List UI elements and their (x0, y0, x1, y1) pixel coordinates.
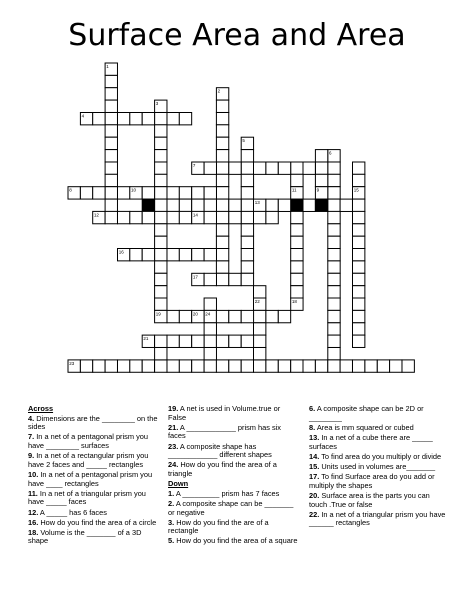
grid-cell[interactable] (216, 199, 228, 211)
grid-cell[interactable] (241, 199, 253, 211)
grid-cell[interactable] (142, 187, 154, 199)
clue-number-label: 16 (118, 249, 124, 255)
clue-number: 2. (168, 498, 175, 508)
clue-number: 9. (28, 451, 35, 461)
grid-cell[interactable] (105, 150, 117, 162)
grid-cell[interactable] (254, 348, 266, 360)
grid-cell[interactable] (266, 162, 278, 174)
grid-cell[interactable] (328, 348, 340, 360)
grid-cell[interactable] (80, 360, 92, 372)
clue-text: A composite shape can be _______ or negative (168, 498, 294, 517)
grid-cell[interactable] (328, 236, 340, 248)
clue-text: Volume is the _______ of a 3D shape (28, 527, 142, 546)
grid-cell[interactable] (241, 211, 253, 223)
grid-cell[interactable] (303, 162, 315, 174)
grid-cell[interactable] (328, 261, 340, 273)
grid-cell[interactable] (241, 249, 253, 261)
grid-cell[interactable] (353, 211, 365, 223)
grid-cell[interactable] (155, 224, 167, 236)
grid-cell[interactable] (291, 224, 303, 236)
grid-cell[interactable] (204, 323, 216, 335)
grid-cell[interactable] (229, 162, 241, 174)
clue-text: In a net of a pentagonal prism you have ____ rectangles (28, 469, 153, 488)
clue-number: 4. (28, 413, 35, 423)
grid-cell[interactable] (328, 273, 340, 285)
clue-number: 12. (28, 507, 39, 517)
grid-cell[interactable] (105, 174, 117, 186)
grid-cell[interactable] (142, 249, 154, 261)
grid-cell[interactable] (328, 249, 340, 261)
grid-cell[interactable] (167, 113, 179, 125)
grid-cell[interactable] (353, 199, 365, 211)
grid-cell[interactable] (315, 360, 327, 372)
clue-col1-2 (28, 452, 163, 469)
clue-number: 20. (309, 490, 320, 500)
clue-col2_down-0 (168, 490, 298, 499)
grid-cell[interactable] (155, 174, 167, 186)
grid-cell[interactable] (353, 310, 365, 322)
clue-col2_down-3 (168, 537, 298, 546)
grid-cell[interactable] (216, 187, 228, 199)
grid-cell[interactable] (328, 199, 340, 211)
clue-text: A net is used in Volume.true or False (168, 404, 281, 422)
grid-cell[interactable] (105, 187, 117, 199)
clue-col2_across-2 (168, 443, 298, 460)
grid-cell[interactable] (80, 187, 92, 199)
clue-number: 18. (28, 527, 39, 537)
clue-col2_across-3 (168, 461, 298, 478)
grid-cell[interactable] (216, 310, 228, 322)
grid-cell[interactable] (353, 162, 365, 174)
grid-cell[interactable] (241, 236, 253, 248)
grid-cell[interactable] (291, 174, 303, 186)
grid-cell[interactable] (291, 360, 303, 372)
grid-cell[interactable] (254, 323, 266, 335)
grid-cell[interactable] (155, 125, 167, 137)
grid-cell[interactable] (155, 187, 167, 199)
grid-cell[interactable] (192, 335, 204, 347)
grid-cell[interactable] (167, 249, 179, 261)
grid-cell[interactable] (328, 286, 340, 298)
clue-number-label: 18 (291, 299, 297, 304)
grid-cell[interactable] (266, 199, 278, 211)
clue-number: 3. (168, 517, 175, 527)
grid-cell[interactable] (291, 249, 303, 261)
grid-cell[interactable] (278, 199, 290, 211)
grid-cell[interactable] (105, 125, 117, 137)
clue-text: In a net of a triangular prism you have ______ rectangles (309, 509, 446, 528)
grid-cell[interactable] (155, 348, 167, 360)
grid-cell[interactable] (204, 273, 216, 285)
clue-number-label: 7 (192, 163, 196, 168)
clue-col3-2 (309, 434, 449, 451)
grid-cell[interactable] (155, 211, 167, 223)
grid-cell[interactable] (155, 249, 167, 261)
clue-number-label: 5 (242, 138, 245, 144)
clue-col1-1 (28, 433, 163, 450)
clue-text: Units used in volumes are_______ (319, 461, 436, 471)
grid-cell[interactable] (155, 273, 167, 285)
grid-cell[interactable] (254, 335, 266, 347)
grid-cell[interactable] (216, 113, 228, 125)
grid-cell[interactable] (353, 323, 365, 335)
clue-text: In a net of a cube there are _____ surfaces (309, 432, 433, 451)
grid-cell[interactable] (266, 360, 278, 372)
grid-cell[interactable] (216, 249, 228, 261)
grid-cell[interactable] (216, 211, 228, 223)
grid-cell[interactable] (328, 187, 340, 199)
clue-text: To find Surface area do you add or multiply the shapes (309, 472, 435, 490)
clue-col2_down-1 (168, 500, 298, 517)
grid-cell[interactable] (179, 113, 191, 125)
grid-cell[interactable] (241, 224, 253, 236)
grid-cell[interactable] (328, 310, 340, 322)
grid-cell[interactable] (105, 75, 117, 87)
clue-text: Dimensions are the ________ on the sides (28, 413, 158, 432)
grid-cell[interactable] (353, 298, 365, 310)
clue-col3-4 (309, 463, 449, 472)
clue-text: How do you find the area of a square (174, 536, 298, 546)
grid-cell[interactable] (204, 298, 216, 310)
grid-cell[interactable] (204, 348, 216, 360)
grid-cell[interactable] (241, 335, 253, 347)
grid-cell[interactable] (254, 286, 266, 298)
clue-number: 6. (309, 404, 316, 413)
grid-cell[interactable] (204, 360, 216, 372)
grid-cell[interactable] (328, 162, 340, 174)
clue-col3-5 (309, 473, 449, 490)
clue-col2_across-0 (168, 405, 298, 422)
clue-col1-3 (28, 471, 163, 488)
grid-cell[interactable] (241, 360, 253, 372)
grid-cell[interactable] (130, 113, 142, 125)
clue-col1-0 (28, 415, 163, 432)
clue-text: How do you find the area of a circle (38, 517, 157, 527)
grid-cell[interactable] (155, 162, 167, 174)
grid-cell[interactable] (204, 249, 216, 261)
grid-cell[interactable] (353, 286, 365, 298)
clue-number-label: 9 (316, 187, 320, 193)
grid-cell[interactable] (340, 199, 352, 211)
grid-cell[interactable] (254, 162, 266, 174)
clue-col3-3 (309, 453, 449, 462)
grid-cell[interactable] (229, 273, 241, 285)
clue-number-label: 6 (329, 150, 332, 156)
grid-cell[interactable] (216, 236, 228, 248)
clue-number-label: 3 (155, 101, 159, 107)
grid-cell[interactable] (118, 360, 130, 372)
grid-cell[interactable] (278, 310, 290, 322)
clue-number: 19. (168, 404, 179, 413)
grid-cell[interactable] (155, 137, 167, 149)
grid-cell[interactable] (315, 162, 327, 174)
clue-text: How do you find the area of a triangle (168, 460, 277, 478)
grid-cell[interactable] (216, 174, 228, 186)
grid-cell[interactable] (328, 224, 340, 236)
grid-cell[interactable] (291, 211, 303, 223)
clue-text: How do you find the are of a rectangle (168, 517, 269, 536)
grid-cell[interactable] (328, 360, 340, 372)
clue-col3-0 (309, 405, 449, 422)
clue-number: 17. (309, 472, 320, 482)
clue-text: A _________ prism has 7 faces (174, 488, 280, 498)
clue-number-label: 4 (81, 113, 85, 119)
grid-cell[interactable] (93, 360, 105, 372)
grid-cell[interactable] (266, 211, 278, 223)
grid-cell[interactable] (155, 286, 167, 298)
grid-cell[interactable] (105, 360, 117, 372)
blocked-cell (291, 199, 303, 211)
clue-number-label: 19 (155, 311, 161, 317)
grid-cell[interactable] (105, 137, 117, 149)
grid-cell[interactable] (229, 360, 241, 372)
grid-cell[interactable] (365, 360, 377, 372)
grid-cell[interactable] (192, 360, 204, 372)
clue-number-label: 14 (192, 212, 198, 218)
grid-cell[interactable] (328, 211, 340, 223)
clue-text: In a net of a triangular prism you have _____ faces (28, 488, 146, 507)
grid-cell[interactable] (142, 211, 154, 223)
clue-number-label: 12 (93, 212, 99, 218)
grid-cell[interactable] (291, 162, 303, 174)
grid-cell[interactable] (353, 174, 365, 186)
clue-number-label: 21 (143, 336, 149, 342)
clue-col3-1 (309, 424, 449, 433)
clue-col2_across-1 (168, 424, 298, 441)
clue-number: 14. (309, 451, 320, 461)
clue-text: To find area do you multiply or divide (319, 451, 442, 461)
grid-cell[interactable] (241, 261, 253, 273)
grid-cell[interactable] (216, 335, 228, 347)
grid-cell[interactable] (303, 199, 315, 211)
grid-cell[interactable] (353, 261, 365, 273)
clue-col1-6 (28, 519, 163, 528)
grid-cell[interactable] (179, 310, 191, 322)
down-heading: Down (168, 479, 189, 489)
grid-cell[interactable] (216, 162, 228, 174)
grid-cell[interactable] (254, 310, 266, 322)
grid-cell[interactable] (179, 249, 191, 261)
grid-cell[interactable] (216, 273, 228, 285)
clue-text: A composite shape can be 2D or ________ (309, 404, 424, 422)
grid-cell[interactable] (204, 162, 216, 174)
grid-cell[interactable] (179, 335, 191, 347)
grid-cell[interactable] (105, 211, 117, 223)
clue-number-label: 17 (192, 274, 198, 280)
grid-cell[interactable] (353, 335, 365, 347)
grid-cell[interactable] (402, 360, 414, 372)
clue-number-label: 22 (254, 299, 260, 304)
puzzle-title: Surface Area and Area (68, 18, 406, 53)
grid-cell[interactable] (167, 310, 179, 322)
clue-number: 15. (309, 461, 320, 471)
clue-text: A ____________ prism has six faces (168, 422, 281, 441)
clue-number: 21. (168, 422, 179, 432)
grid-cell[interactable] (167, 187, 179, 199)
blocked-cell (315, 199, 327, 211)
grid-cell[interactable] (216, 125, 228, 137)
grid-cell[interactable] (216, 150, 228, 162)
grid-cell[interactable] (167, 360, 179, 372)
grid-cell[interactable] (167, 199, 179, 211)
clue-number: 13. (309, 432, 320, 442)
grid-cell[interactable] (291, 286, 303, 298)
grid-cell[interactable] (291, 261, 303, 273)
grid-cell[interactable] (118, 113, 130, 125)
grid-cell[interactable] (241, 310, 253, 322)
grid-cell[interactable] (229, 211, 241, 223)
clue-number-label: 1 (106, 64, 109, 69)
grid-cell[interactable] (328, 323, 340, 335)
grid-cell[interactable] (192, 187, 204, 199)
clue-number: 24. (168, 460, 179, 470)
clue-number: 22. (309, 509, 320, 519)
clue-number-label: 15 (353, 187, 359, 193)
grid-cell[interactable] (130, 211, 142, 223)
grid-cell[interactable] (179, 360, 191, 372)
clue-column-1 (28, 405, 163, 548)
clue-text: A composite shape has ____________ different shapes (168, 441, 272, 460)
grid-cell[interactable] (192, 199, 204, 211)
clue-text: Area is mm squared or cubed (315, 422, 414, 432)
clue-number-label: 2 (217, 88, 221, 94)
grid-cell[interactable] (216, 261, 228, 273)
clue-text: In a net of a rectangular prism you have 2 faces and _____ rectangles (28, 451, 149, 469)
grid-cell[interactable] (204, 199, 216, 211)
grid-cell[interactable] (216, 224, 228, 236)
grid-cell[interactable] (155, 261, 167, 273)
blocked-cell (142, 199, 154, 211)
grid-cell[interactable] (216, 360, 228, 372)
grid-cell[interactable] (241, 273, 253, 285)
grid-cell[interactable] (155, 113, 167, 125)
grid-cell[interactable] (340, 360, 352, 372)
clue-number: 5. (168, 536, 175, 546)
grid-cell[interactable] (155, 199, 167, 211)
grid-cell[interactable] (93, 187, 105, 199)
clue-col1-5 (28, 509, 163, 518)
grid-cell[interactable] (353, 236, 365, 248)
clue-number: 7. (28, 432, 35, 442)
clue-column-2 (168, 405, 298, 548)
grid-cell[interactable] (192, 249, 204, 261)
clue-col3-6 (309, 492, 449, 509)
clue-text: In a net of a pentagonal prism you have ________ surfaces (28, 432, 148, 450)
clue-number: 1. (168, 488, 175, 498)
clue-col3-7 (309, 511, 449, 528)
clue-column-3 (309, 405, 449, 529)
grid-cell[interactable] (229, 335, 241, 347)
grid-cell[interactable] (204, 211, 216, 223)
grid-cell[interactable] (315, 174, 327, 186)
clue-number-label: 13 (254, 200, 260, 206)
clue-number-label: 24 (205, 311, 211, 317)
grid-cell[interactable] (155, 335, 167, 347)
grid-cell[interactable] (155, 298, 167, 310)
grid-cell[interactable] (118, 187, 130, 199)
grid-cell[interactable] (229, 310, 241, 322)
grid-cell[interactable] (204, 187, 216, 199)
grid-cell[interactable] (155, 150, 167, 162)
grid-cell[interactable] (204, 335, 216, 347)
grid-cell[interactable] (229, 199, 241, 211)
clue-number: 23. (168, 441, 179, 451)
grid-cell[interactable] (241, 174, 253, 186)
grid-cell[interactable] (353, 224, 365, 236)
grid-cell[interactable] (155, 236, 167, 248)
grid-cell[interactable] (254, 360, 266, 372)
grid-cell[interactable] (216, 100, 228, 112)
clue-number-label: 11 (291, 187, 297, 193)
grid-cell[interactable] (241, 150, 253, 162)
grid-cell[interactable] (130, 249, 142, 261)
grid-cell[interactable] (278, 360, 290, 372)
grid-cell[interactable] (241, 187, 253, 199)
grid-cell[interactable] (179, 199, 191, 211)
grid-cell[interactable] (167, 211, 179, 223)
grid-cell[interactable] (105, 199, 117, 211)
grid-cell[interactable] (105, 88, 117, 100)
grid-cell[interactable] (390, 360, 402, 372)
grid-cell[interactable] (155, 360, 167, 372)
grid-cell[interactable] (118, 211, 130, 223)
grid-cell[interactable] (142, 360, 154, 372)
clue-number-label: 8 (69, 187, 72, 193)
grid-cell[interactable] (105, 113, 117, 125)
clue-number-label: 23 (69, 360, 75, 366)
grid-cell[interactable] (303, 360, 315, 372)
grid-cell[interactable] (179, 211, 191, 223)
grid-cell[interactable] (241, 162, 253, 174)
grid-cell[interactable] (167, 335, 179, 347)
grid-cell[interactable] (353, 249, 365, 261)
clue-col1-7 (28, 529, 163, 546)
grid-cell[interactable] (266, 310, 278, 322)
grid-cell[interactable] (377, 360, 389, 372)
grid-cell[interactable] (328, 174, 340, 186)
across-heading: Across (28, 404, 54, 413)
clue-number: 8. (309, 422, 316, 432)
grid-cell[interactable] (328, 298, 340, 310)
grid-cell[interactable] (315, 150, 327, 162)
clue-col1-4 (28, 490, 163, 507)
clue-number-label: 20 (192, 311, 198, 317)
grid-cell[interactable] (291, 273, 303, 285)
grid-cell[interactable] (105, 100, 117, 112)
grid-cell[interactable] (142, 113, 154, 125)
grid-cell[interactable] (254, 211, 266, 223)
grid-cell[interactable] (93, 113, 105, 125)
grid-cell[interactable] (105, 162, 117, 174)
grid-cell[interactable] (291, 236, 303, 248)
grid-cell[interactable] (278, 162, 290, 174)
grid-cell[interactable] (179, 187, 191, 199)
clue-number-label: 10 (131, 187, 137, 193)
grid-cell[interactable] (328, 335, 340, 347)
clue-col2_down-2 (168, 519, 298, 536)
clue-number: 16. (28, 517, 39, 527)
grid-cell[interactable] (130, 360, 142, 372)
clue-number: 11. (28, 488, 38, 498)
grid-cell[interactable] (216, 137, 228, 149)
clue-text: Surface area is the parts you can touch .True or false (309, 490, 430, 509)
grid-cell[interactable] (353, 273, 365, 285)
grid-cell[interactable] (353, 360, 365, 372)
clue-number: 10. (28, 469, 39, 479)
clue-text: A _____ has 6 faces (38, 507, 107, 517)
